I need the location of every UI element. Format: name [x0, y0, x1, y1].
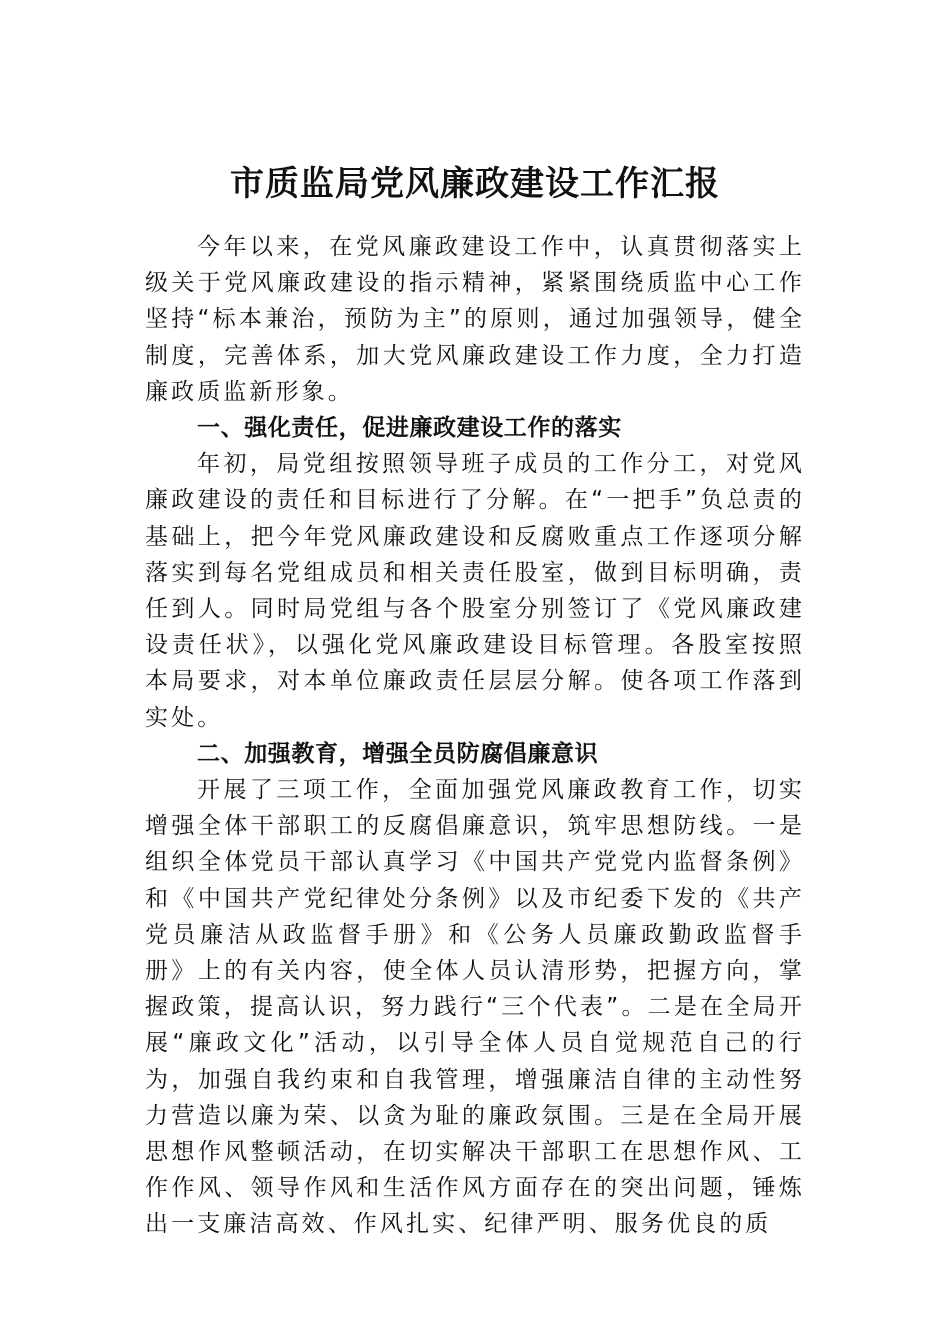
- section-heading-2: 二、加强教育，增强全员防腐倡廉意识: [197, 740, 599, 767]
- section-heading-1: 一、强化责任，促进廉政建设工作的落实: [197, 415, 622, 442]
- intro-paragraph: 今年以来，在党风廉政建设工作中，认真贯彻落实上级关于党风廉政建设的指示精神，紧紧围绕质监中心工作坚持“标本兼治，预防为主”的原则，通过加强领导，健全制度，完善体系，加大党风廉政建设工作力度，全力打造廉政质监新形象。: [145, 234, 805, 405]
- section-paragraph-1: 年初，局党组按照领导班子成员的工作分工，对党风廉政建设的责任和目标进行了分解。在“一把手”负总责的基础上，把今年党风廉政建设和反腐败重点工作逐项分解落实到每名党组成员和相关责任股室，做到目标明确，责任到人。同时局党组与各个股室分别签订了《党风廉政建设责任状》，以强化党风廉政建设目标管理。各股室按照本局要求，对本单位廉政责任层层分解。使各项工作落到实处。: [145, 451, 805, 731]
- document-title: 市质监局党风廉政建设工作汇报: [230, 164, 720, 204]
- section-paragraph-2: 开展了三项工作，全面加强党风廉政教育工作，切实增强全体干部职工的反腐倡廉意识，筑牢思想防线。一是组织全体党员干部认真学习《中国共产党党内监督条例》和《中国共产党纪律处分条例》以及市纪委下发的《共产党员廉洁从政监督手册》和《公务人员廉政勤政监督手册》上的有关内容，使全体人员认清形势，把握方向，掌握政策，提高认识，努力践行“三个代表”。二是在全局开展“廉政文化”活动，以引导全体人员自觉规范自己的行为，加强自我约束和自我管理，增强廉洁自律的主动性努力营造以廉为荣、以贪为耻的廉政氛围。三是在全局开展思想作风整顿活动，在切实解决干部职工在思想作风、工作作风、领导作风和生活作风方面存在的突出问题，锤炼出一支廉洁高效、作风扎实、纪律严明、服务优良的质: [145, 777, 805, 1238]
- document-body: [145, 229, 805, 1243]
